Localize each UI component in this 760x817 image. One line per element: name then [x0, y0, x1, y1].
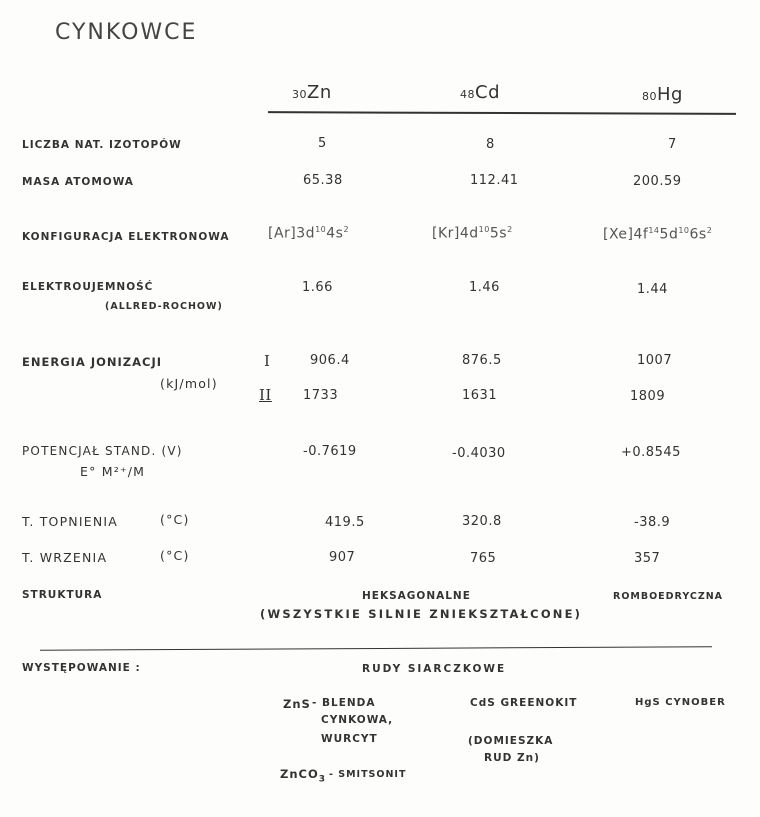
row-label-izotopy: LICZBA NAT. IZOTOPÓW — [22, 139, 182, 151]
cell-struktura-note: (WSZYSTKIE SILNIE ZNIEKSZTAŁCONE) — [260, 607, 583, 621]
cell-wrzenie-cd: 765 — [470, 551, 497, 566]
cell-elektroujemnosc-hg: 1.44 — [637, 282, 668, 297]
element-symbol: Cd — [475, 82, 500, 103]
cell-izotopy-hg: 7 — [668, 137, 677, 152]
atomic-number: 30 — [292, 88, 307, 101]
cd-ore: CdS GREENOKIT — [470, 697, 578, 709]
cell-masa-cd: 112.41 — [470, 173, 519, 188]
config-orbital: 4d — [459, 225, 479, 242]
roman-numeral-2: II — [259, 386, 272, 404]
row-label-wrzenie: T. WRZENIA — [22, 550, 108, 565]
cell-topnienie-hg: -38.9 — [634, 515, 671, 530]
cell-konfiguracja-hg — [603, 226, 712, 243]
element-header-hg — [642, 84, 683, 105]
config-count: 10 — [315, 225, 327, 234]
cell-izotopy-cd: 8 — [486, 137, 495, 152]
row-label-elektroujemnosc: ELEKTROUJEMNOŚĆ — [22, 281, 154, 293]
row-sublabel-potencjal — [80, 464, 145, 479]
cell-potencjal-cd: -0.4030 — [452, 446, 506, 461]
cell-jonizacja-2-zn: 1733 — [303, 388, 339, 403]
row-label-konfiguracja: KONFIGURACJA ELEKTRONOWA — [22, 231, 230, 243]
zn-ore-desc-1: - BLENDA — [312, 697, 376, 709]
cell-wrzenie-hg: 357 — [634, 551, 661, 566]
config-orbital: 4f — [633, 226, 649, 243]
occurrence-label: WYSTĘPOWANIE : — [22, 662, 141, 674]
cell-struktura-zncd: HEKSAGONALNE — [362, 590, 471, 602]
config-core: [Xe] — [603, 226, 634, 243]
config-core: [Kr] — [432, 225, 460, 242]
zn-carbonate-formula — [280, 767, 326, 784]
row-label-masa: MASA ATOMOWA — [22, 176, 134, 188]
cell-masa-hg: 200.59 — [633, 174, 682, 189]
config-core: [Ar] — [268, 225, 297, 242]
cd-ore-note-2: RUD Zn) — [484, 752, 540, 764]
cell-topnienie-cd: 320.8 — [462, 514, 502, 529]
cell-izotopy-zn: 5 — [318, 136, 327, 151]
row-label-potencjal: POTENCJAŁ STAND. (V) — [22, 444, 183, 458]
zn-ore-desc-2: CYNKOWA, — [321, 714, 394, 726]
row-label-struktura: STRUKTURA — [22, 589, 103, 601]
config-count: 2 — [343, 225, 350, 234]
cell-jonizacja-2-hg: 1809 — [630, 389, 666, 404]
cell-potencjal-zn: -0.7619 — [303, 444, 357, 459]
zn-ore-desc-3: WURCYT — [321, 733, 378, 745]
cd-ore-note-1: (DOMIESZKA — [468, 735, 554, 747]
config-count: 2 — [507, 225, 513, 234]
row-unit-topnienie: (°C) — [160, 512, 190, 527]
cell-jonizacja-1-zn: 906.4 — [310, 353, 350, 368]
config-orbital: 6s — [689, 226, 707, 243]
cell-konfiguracja-cd — [432, 225, 513, 242]
cell-elektroujemnosc-zn: 1.66 — [302, 280, 333, 295]
element-header-zn — [292, 82, 332, 103]
header-rule — [268, 111, 736, 115]
occurrence-header: RUDY SIARCZKOWE — [362, 663, 507, 675]
formula-main: ZnCO — [280, 767, 319, 781]
config-orbital: 5s — [489, 225, 508, 242]
cell-elektroujemnosc-cd: 1.46 — [469, 280, 500, 295]
config-count: 10 — [478, 225, 490, 234]
config-count: 2 — [706, 226, 713, 235]
element-symbol: Zn — [307, 82, 332, 103]
cell-jonizacja-1-cd: 876.5 — [462, 353, 502, 368]
cell-wrzenie-zn: 907 — [329, 550, 356, 565]
section-rule — [40, 646, 712, 651]
cell-topnienie-zn: 419.5 — [325, 515, 365, 530]
atomic-number: 80 — [642, 90, 657, 103]
cell-potencjal-hg: +0.8545 — [621, 445, 681, 460]
row-unit-wrzenie: (°C) — [160, 548, 190, 563]
potential-couple: M²⁺/M — [101, 464, 146, 479]
cell-jonizacja-1-hg: 1007 — [637, 353, 673, 368]
atomic-number: 48 — [460, 88, 475, 101]
potential-symbol: E° — [80, 464, 97, 479]
cell-konfiguracja-zn — [268, 225, 349, 242]
roman-numeral-1: I — [264, 352, 271, 370]
zn-carbonate-desc: - SMITSONIT — [329, 769, 407, 780]
row-label-topnienie: T. TOPNIENIA — [22, 514, 119, 529]
config-count: 10 — [678, 226, 690, 235]
element-header-cd — [460, 82, 500, 103]
cell-jonizacja-2-cd: 1631 — [462, 388, 498, 403]
page-title: CYNKOWCE — [55, 20, 198, 45]
cell-struktura-hg: ROMBOEDRYCZNA — [613, 591, 724, 602]
row-unit-jonizacja: (kJ/mol) — [160, 376, 218, 391]
row-sublabel-elektroujemnosc: (ALLRED-ROCHOW) — [105, 301, 223, 312]
element-symbol: Hg — [657, 84, 683, 105]
config-orbital: 3d — [296, 225, 316, 242]
zn-ore-formula: ZnS — [283, 697, 311, 711]
config-orbital: 4s — [326, 225, 344, 242]
row-label-jonizacja: ENERGIA JONIZACJI — [22, 355, 163, 369]
hg-ore: HgS CYNOBER — [635, 697, 726, 708]
formula-subscript: 3 — [318, 774, 327, 785]
config-count: 14 — [648, 226, 660, 235]
config-orbital: 5d — [659, 226, 679, 243]
cell-masa-zn: 65.38 — [303, 173, 343, 188]
